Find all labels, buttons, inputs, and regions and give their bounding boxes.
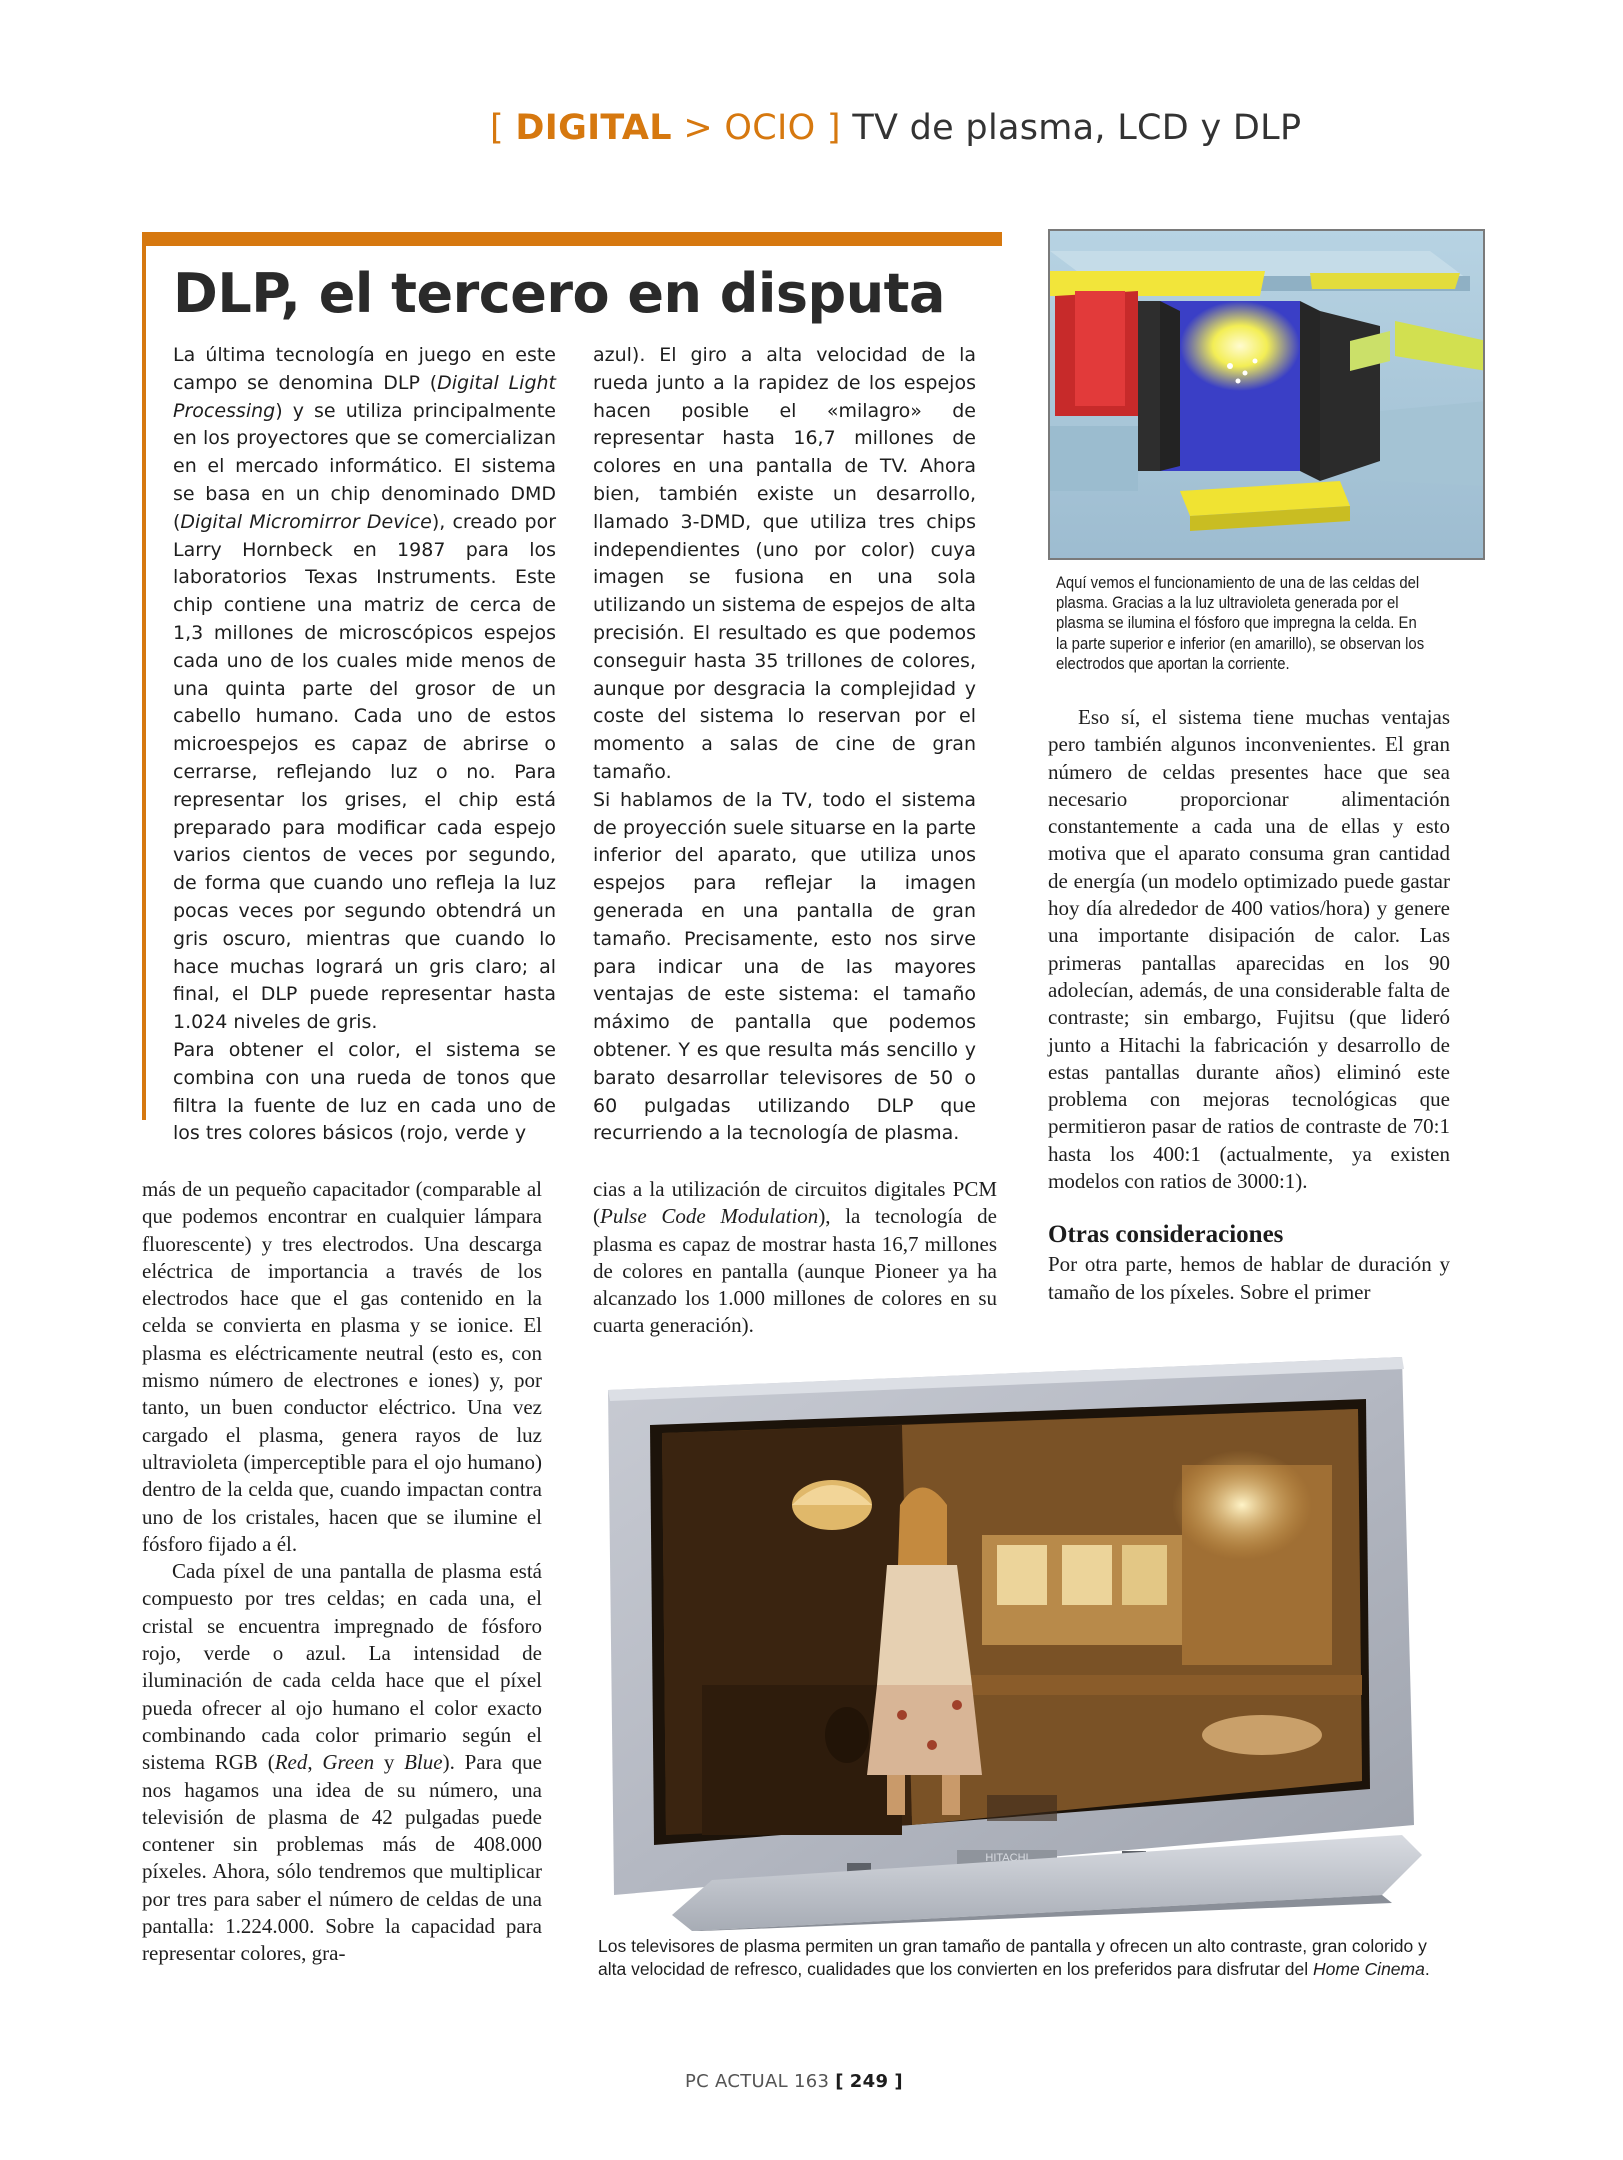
text-run: Cada píxel de una pantalla de plasma está compuesto por tres celdas; en cada una, el cristal se encuentra impregnado de fósforo rojo, verde o azul. La intensidad de iluminación de cada celda hace que el píxel pueda ofrecer al ojo humano el color exacto combinando cada color primario según el sistema RGB ( xyxy=(142,1559,542,1775)
body-column-3 xyxy=(1048,704,1450,1306)
page-header xyxy=(490,108,1301,148)
magazine-issue: PC ACTUAL 163 xyxy=(685,2071,830,2092)
header-subsection: OCIO xyxy=(724,108,816,148)
tv-brand-logo: HITACHI xyxy=(985,1852,1029,1864)
section-subheading: Otras consideraciones xyxy=(1048,1221,1284,1249)
header-section: DIGITAL xyxy=(515,108,672,148)
emphasis: Blue xyxy=(404,1750,443,1775)
body-paragraph: Por otra parte, hemos de hablar de duración y tamaño de los píxeles. Sobre el primer xyxy=(1048,1252,1450,1304)
text-run: ). Para que nos hagamos una idea de su número, una televisión de plasma de 42 pulgadas puede contener sin problemas más de 408.000 píxeles. Ahora, sólo tendremos que multiplicar por tres para saber el número de celdas de una pantalla: 1.224.000. Sobre la capacidad para representar colores, gra- xyxy=(142,1750,542,1966)
plasma-tv-illustration xyxy=(602,1355,1422,1931)
plasma-cell-diagram xyxy=(1048,229,1485,560)
text-run: . xyxy=(1424,1958,1430,1979)
body-paragraph: Eso sí, el sistema tiene muchas ventajas pero también algunos inconvenientes. El gran número de celdas presentes hace que sea necesario proporcionar alimentación constantemente a cada una de ellas y esto motiva que el aparato consuma gran cantidad de energía (un modelo optimizado puede gastar hoy día alrededor de 400 vatios/hora) y genere una importante disipación de calor. Las primeras pantallas aparecidas en los 90 adolecían, además, de una considerable falta de contraste; sin embargo, Fujitsu (que lideró junto a Hitachi la fabricación y desarrollo de estas pantallas durante años) eliminó este problema con mejoras tecnológicas que permitieron pasar de ratios de contraste de 70:1 hasta los 400:1 (actualmente, ya existen modelos con ratios de 3000:1). xyxy=(1048,705,1450,1194)
article-title: DLP, el tercero en disputa xyxy=(173,262,945,325)
text-run: cias a la utilización de circuitos digitales PCM ( xyxy=(593,1177,997,1229)
page-number: 249 xyxy=(849,2071,889,2092)
body-paragraph xyxy=(142,1558,542,1967)
boxout-paragraph: azul). El giro a alta velocidad de la rueda junto a la rapidez de los espejos hacen posible el «milagro» de representar hasta 16,7 millones de colores en una pantalla de TV. Ahora bien, también existe un desarrollo, llamado 3-DMD, que utiliza tres chips independientes (uno por color) cuya imagen se fusiona en una sola utilizando un sistema de espejos de alta precisión. El resultado es que podemos conseguir hasta 35 trillones de colores, aunque por desgracia la complejidad y coste del sistema lo reservan por el momento a salas de cine de gran tamaño. xyxy=(593,344,977,783)
body-column-2 xyxy=(593,1176,997,1340)
text-run: ) y se utiliza principalmente en los proyectores que se comercializan en el mercado informático. El sistema se basa en un chip denominado DMD ( xyxy=(173,399,556,533)
text-run: y xyxy=(374,1750,405,1775)
body-paragraph xyxy=(593,1176,997,1340)
box-left-rule xyxy=(142,232,146,1120)
emphasis: Digital Light Processing xyxy=(173,371,556,422)
boxout-column-2 xyxy=(593,342,976,1148)
plasma-tv-photo xyxy=(602,1355,1422,1931)
boxout-paragraph xyxy=(173,342,556,1037)
header-title: TV de plasma, LCD y DLP xyxy=(852,108,1302,148)
boxout-paragraph: Si hablamos de la TV, todo el sistema de proyección suele situarse en la parte inferior del aparato, que utiliza unos espejos para reflejar la imagen generada en una pantalla de gran tamaño. Precisamente, esto nos sirve para indicar una de las mayores ventajas de este sistema: el tamaño máximo de pantalla que podemos obtener. Y es que resulta más sencillo y barato desarrollar televisores de 50 o 60 pulgadas utilizando DLP que recurriendo a la tecnología de plasma. xyxy=(593,788,976,1145)
text-run: Los televisores de plasma permiten un gran tamaño de pantalla y ofrecen un alto contraste, gran colorido y alta velocidad de refresco, cualidades que los convierten en los preferidos para disfrutar del xyxy=(598,1936,1427,1979)
text-run: ), la tecnología de plasma es capaz de mostrar hasta 16,7 millones de colores en pantalla (aunque Pioneer ya ha alcanzado los 1.000 millones de colores en su cuarta generación). xyxy=(593,1204,997,1338)
header-separator: > xyxy=(683,108,713,148)
text-run: La última tecnología en juego en este campo se denomina DLP ( xyxy=(173,344,556,394)
page-bracket-close: ] xyxy=(894,2071,903,2092)
emphasis: Digital Micromirror Device xyxy=(180,510,432,533)
boxout-column-1 xyxy=(173,342,556,1148)
boxout-paragraph: Para obtener el color, el sistema se combina con una rueda de tonos que filtra la fuente de luz en cada uno de los tres colores básicos (rojo, verde y xyxy=(173,1038,556,1145)
emphasis: Red xyxy=(274,1750,308,1775)
plasma-cell-illustration xyxy=(1050,231,1485,560)
body-paragraph: más de un pequeño capacitador (comparable al que podemos encontrar en cualquier lámpara fluorescente) y tres electrodos. Una descarga eléctrica de importancia a través de los electrodos hace que el gas contenido en la celda se convierta en plasma y se ionice. El plasma es eléctricamente neutral (esto es, con mismo número de electrones e iones) y, por tanto, un buen conductor eléctrico. Una vez cargado el plasma, genera rayos de luz ultravioleta (imperceptible para el ojo humano) dentro de la celda que, cuando impactan contra uno de los cristales, hacen que se ilumine el fósforo fijado a él. xyxy=(142,1177,542,1556)
figure-caption-bottom xyxy=(598,1935,1458,1980)
figure-caption-top: Aquí vemos el funcionamiento de una de las celdas del plasma. Gracias a la luz ultravioleta generada por el plasma se ilumina el fósforo que impregna la celda. En la parte superior e inferior (en amarillo), se observan los electrodos que aportan la corriente. xyxy=(1056,574,1425,673)
emphasis: Pulse Code Modulation xyxy=(600,1204,819,1229)
emphasis: Green xyxy=(322,1750,375,1775)
page-bracket-open: [ xyxy=(835,2071,844,2092)
header-bracket-close: ] xyxy=(826,108,841,148)
header-bracket-open: [ xyxy=(490,108,504,148)
text-run: ), creado por Larry Hornbeck en 1987 para los laboratorios Texas Instruments. Este chip contiene una matriz de cerca de 1,3 millones de microscópicos espejos cada uno de los cuales mide menos de una quinta parte del grosor de un cabello humano. Cada uno de estos microespejos es capaz de abrirse o cerrarse, reflejando luz o no. Para representar los grises, el chip está preparado para modificar cada espejo varios cientos de veces por segundo, de forma que cuando uno refleja la luz pocas veces por segundo obtendrá un gris oscuro, mientras que cuando lo hace muchas logrará un gris claro; al final, el DLP puede representar hasta 1.024 niveles de gris. xyxy=(173,510,557,1034)
page-footer xyxy=(685,2071,903,2092)
emphasis: Home Cinema xyxy=(1313,1958,1425,1979)
box-top-rule xyxy=(142,232,1002,246)
body-column-1 xyxy=(142,1176,542,1968)
text-run: , xyxy=(307,1750,323,1775)
